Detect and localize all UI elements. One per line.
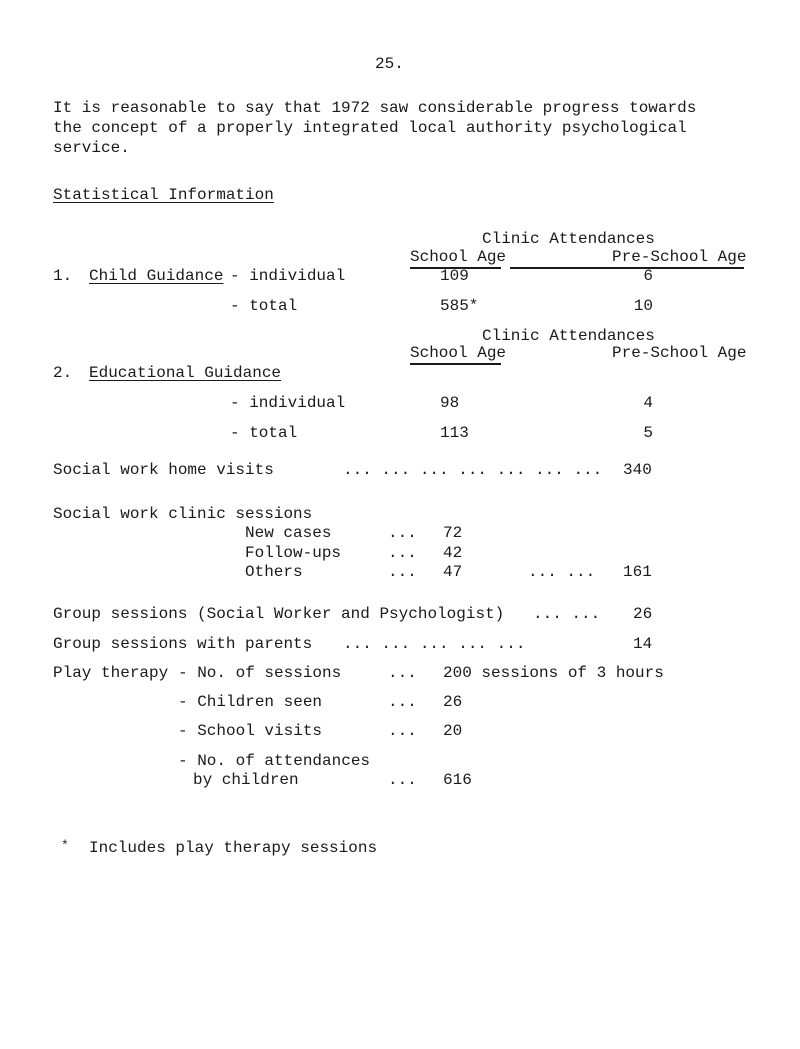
footnote-text: Includes play therapy sessions bbox=[89, 839, 378, 857]
home-visits-dots: ... ... ... ... ... ... ... bbox=[343, 461, 603, 479]
row-1-label: Child Guidance bbox=[89, 267, 224, 285]
school-age-underline-2 bbox=[410, 363, 501, 365]
col-preschool-age-2: Pre-School Age bbox=[612, 344, 747, 362]
play-therapy-sessions-value: 200 sessions of 3 hours bbox=[443, 664, 664, 682]
row-1-individual-preschool: 6 bbox=[643, 267, 653, 285]
follow-ups-label: Follow-ups bbox=[245, 544, 342, 562]
row-2-number: 2. bbox=[53, 364, 73, 382]
play-therapy-attendances-value: 616 bbox=[443, 771, 472, 789]
col-preschool-age-1: Pre-School Age bbox=[612, 248, 747, 266]
clinic-sessions-total: 161 bbox=[623, 563, 652, 581]
follow-ups-value: 42 bbox=[443, 544, 463, 562]
col-school-age-1: School Age bbox=[410, 248, 507, 266]
play-therapy-school-visits-label: - School visits bbox=[178, 722, 323, 740]
group-sessions-parents-label: Group sessions with parents bbox=[53, 635, 313, 653]
section-title: Statistical Information bbox=[53, 186, 274, 204]
row-1-total-label: - total bbox=[230, 297, 298, 315]
play-therapy-attendances-label-2: by children bbox=[193, 771, 299, 789]
group-sessions-psych-dots: ... ... bbox=[533, 605, 601, 623]
intro-line-1: It is reasonable to say that 1972 saw considerable progress towards bbox=[53, 99, 697, 117]
row-1-total-school: 585* bbox=[440, 297, 479, 315]
row-2-label: Educational Guidance bbox=[89, 364, 282, 382]
row-1-number: 1. bbox=[53, 267, 73, 285]
clinic-attendances-header-2: Clinic Attendances bbox=[482, 327, 655, 345]
clinic-sessions-label: Social work clinic sessions bbox=[53, 505, 313, 523]
group-sessions-parents-dots: ... ... ... ... ... bbox=[343, 635, 526, 653]
group-sessions-parents-value: 14 bbox=[633, 635, 653, 653]
play-therapy-sessions-dots: ... bbox=[388, 664, 417, 682]
row-2-total-school: 113 bbox=[440, 424, 469, 442]
others-dots: ... bbox=[388, 563, 417, 581]
group-sessions-psych-value: 26 bbox=[633, 605, 653, 623]
new-cases-dots: ... bbox=[388, 524, 417, 542]
play-therapy-label: Play therapy bbox=[53, 664, 169, 682]
follow-ups-dots: ... bbox=[388, 544, 417, 562]
play-therapy-attendances-label: - No. of attendances bbox=[178, 752, 371, 770]
home-visits-label: Social work home visits bbox=[53, 461, 274, 479]
play-therapy-children-value: 26 bbox=[443, 693, 463, 711]
others-label: Others bbox=[245, 563, 303, 581]
row-2-total-label: - total bbox=[230, 424, 298, 442]
play-therapy-children-dots: ... bbox=[388, 693, 417, 711]
intro-line-2: the concept of a properly integrated local authority psychological bbox=[53, 119, 687, 137]
play-therapy-children-label: - Children seen bbox=[178, 693, 323, 711]
row-2-total-preschool: 5 bbox=[643, 424, 653, 442]
intro-line-3: service. bbox=[53, 139, 130, 157]
clinic-attendances-header-1: Clinic Attendances bbox=[482, 230, 655, 248]
footnote-asterisk-icon: * bbox=[61, 838, 69, 853]
play-therapy-school-visits-dots: ... bbox=[388, 722, 417, 740]
clinic-sessions-total-dots: ... ... bbox=[528, 563, 596, 581]
row-1-individual-school: 109 bbox=[440, 267, 469, 285]
play-therapy-attendances-dots: ... bbox=[388, 771, 417, 789]
row-1-total-preschool: 10 bbox=[633, 297, 653, 315]
play-therapy-sessions-label: - No. of sessions bbox=[178, 664, 342, 682]
home-visits-value: 340 bbox=[623, 461, 652, 479]
row-2-individual-school: 98 bbox=[440, 394, 460, 412]
new-cases-value: 72 bbox=[443, 524, 463, 542]
new-cases-label: New cases bbox=[245, 524, 332, 542]
col-school-age-2: School Age bbox=[410, 344, 507, 362]
group-sessions-psych-label: Group sessions (Social Worker and Psychologist) bbox=[53, 605, 505, 623]
row-1-individual-label: - individual bbox=[230, 267, 346, 285]
page-number: 25. bbox=[375, 55, 404, 73]
others-value: 47 bbox=[443, 563, 463, 581]
row-2-individual-label: - individual bbox=[230, 394, 346, 412]
play-therapy-school-visits-value: 20 bbox=[443, 722, 463, 740]
row-2-individual-preschool: 4 bbox=[643, 394, 653, 412]
